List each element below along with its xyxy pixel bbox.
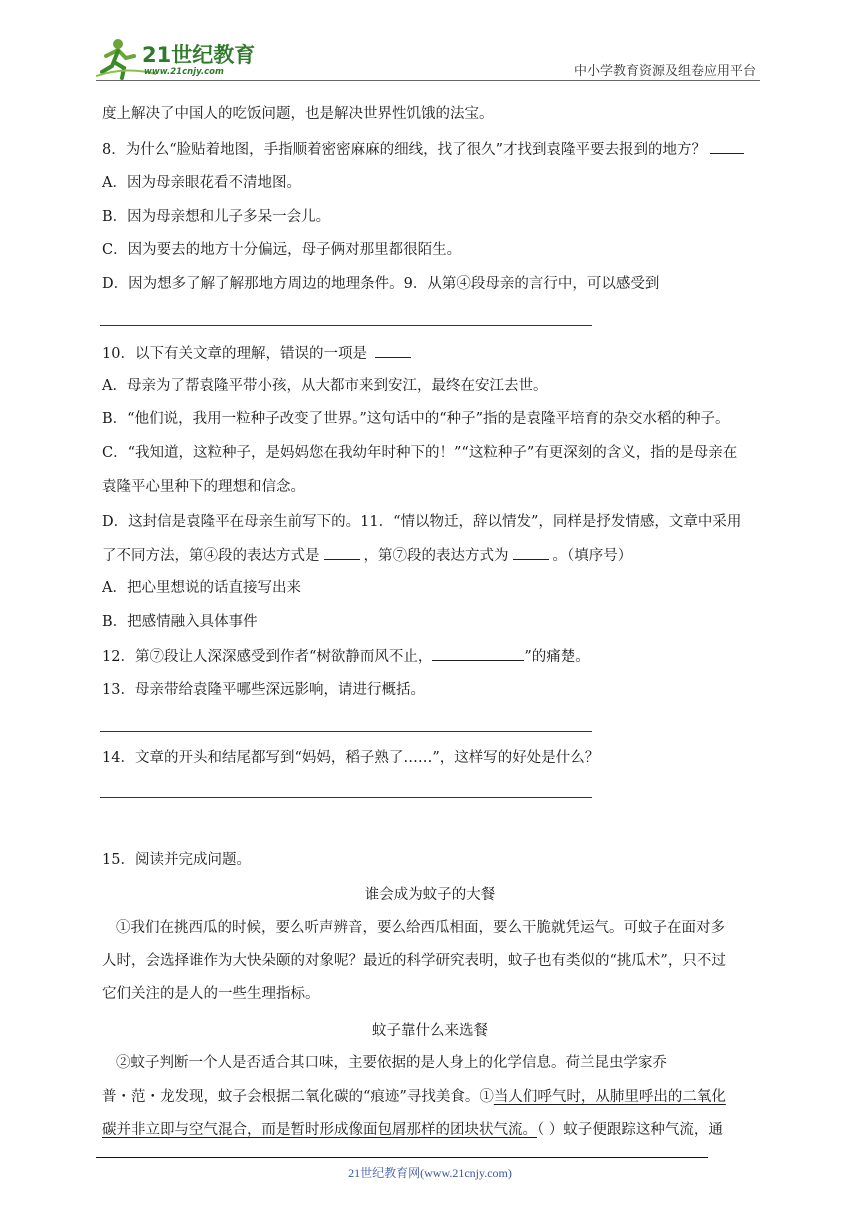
question-15: 15．阅读并完成问题。 (102, 852, 251, 868)
underlined-sentence: 当人们呼气时，从肺里呼出的二氧化 (493, 1089, 726, 1105)
option-c: C．“我知道，这粒种子，是妈妈您在我幼年时种下的！”“这粒种子”有更深刻的含义，指的是母亲在 (102, 445, 738, 461)
paragraph-2-cont (102, 1120, 723, 1140)
question-8-text: 8．为什么“脸贴着地图，手指顺着密密麻麻的细线，找了很久”才找到袁隆平要去报到的地方？ (102, 142, 707, 158)
option-a: A．母亲为了帮袁隆平带小孩，从大都市来到安江，最终在安江去世。 (102, 378, 548, 394)
logo-url: www.21cnjy.com (144, 67, 224, 77)
answer-blank[interactable] (432, 646, 524, 661)
article-title: 谁会成为蚊子的大餐 (364, 887, 496, 903)
option-a: A．因为母亲眼花看不清地图。 (102, 175, 301, 191)
option-b: B．“他们说，我用一粒种子改变了世界。”这句话中的“种子”指的是袁隆平培育的杂交水稻的种子。 (102, 411, 730, 427)
question-10 (102, 343, 411, 364)
question-11-text: 。（填序号） (552, 548, 633, 564)
question-12-text: 12．第⑦段让人深深感受到作者“树欲静而风不止， (102, 649, 433, 665)
logo-text: 21世纪教育 (142, 43, 256, 67)
option-d: D．因为想多了解了解那地方周边的地理条件。9．从第④段母亲的言行中，可以感受到 (102, 276, 660, 292)
question-11-text: 了不同方法，第④段的表达方式是 (102, 548, 320, 564)
paragraph-text: 普・范・龙发现，蚊子会根据二氧化碳的“痕迹”寻找美食。① (102, 1089, 494, 1105)
footer-divider (96, 1157, 708, 1158)
option-a: A．把心里想说的话直接写出来 (102, 580, 301, 596)
paragraph-1-cont: 它们关注的是人的一些生理指标。 (102, 986, 320, 1002)
option-d: D．这封信是袁隆平在母亲生前写下的。11．“情以物迁，辞以情发”，同样是抒发情感，文章中采用 (102, 514, 742, 530)
platform-name: 中小学教育资源及组卷应用平台 (573, 64, 756, 79)
question-12 (102, 646, 590, 667)
question-14: 14．文章的开头和结尾都写到“妈妈，稻子熟了……”，这样写的好处是什么？ (102, 750, 600, 766)
question-12-text: ”的痛楚。 (524, 649, 590, 665)
answer-blank[interactable] (513, 545, 549, 560)
option-c: C．因为要去的地方十分偏远，母子俩对那里都很陌生。 (102, 242, 462, 258)
paragraph-1: ①我们在挑西瓜的时候，要么听声辨音，要么给西瓜相面，要么干脆就凭运气。可蚊子在面对多 (116, 920, 725, 936)
question-10-text: 10．以下有关文章的理解，错误的一项是 (102, 346, 367, 362)
article-subtitle: 蚊子靠什么来选餐 (372, 1023, 488, 1039)
answer-blank[interactable] (324, 545, 360, 560)
underlined-sentence: 碳并非立即与空气混合，而是暂时形成像面包屑那样的团块状气流。 (102, 1122, 537, 1138)
option-c-cont: 袁隆平心里种下的理想和信念。 (102, 479, 305, 495)
header-divider (96, 80, 760, 81)
question-8 (102, 139, 744, 160)
paragraph-2: ②蚊子判断一个人是否适合其口味，主要依据的是人身上的化学信息。荷兰昆虫学家乔 (116, 1055, 667, 1071)
answer-line[interactable] (100, 731, 592, 732)
option-b: B．把感情融入具体事件 (102, 614, 258, 630)
answer-line[interactable] (100, 325, 592, 326)
footer-text[interactable]: 21世纪教育网(www.21cnjy.com) (348, 1166, 512, 1180)
paragraph-2-cont (102, 1087, 726, 1107)
paragraph-1-cont: 人时，会选择谁作为大快朵颐的对象呢？最近的科学研究表明，蚊子也有类似的“挑瓜术”，只不过 (102, 953, 726, 969)
option-b: B．因为母亲想和儿子多呆一会儿。 (102, 209, 331, 225)
question-11 (102, 545, 632, 566)
site-logo (96, 36, 266, 80)
question-13: 13．母亲带给袁隆平哪些深远影响，请进行概括。 (102, 682, 425, 698)
question-11-text: ，第⑦段的表达方式为 (363, 548, 509, 564)
text-line: 度上解决了中国人的吃饭问题，也是解决世界性饥饿的法宝。 (102, 106, 494, 122)
answer-blank[interactable] (710, 139, 744, 154)
answer-line[interactable] (100, 797, 592, 798)
paragraph-text: （ ）蚊子便跟踪这种气流，通 (537, 1122, 723, 1138)
answer-blank[interactable] (375, 343, 411, 358)
